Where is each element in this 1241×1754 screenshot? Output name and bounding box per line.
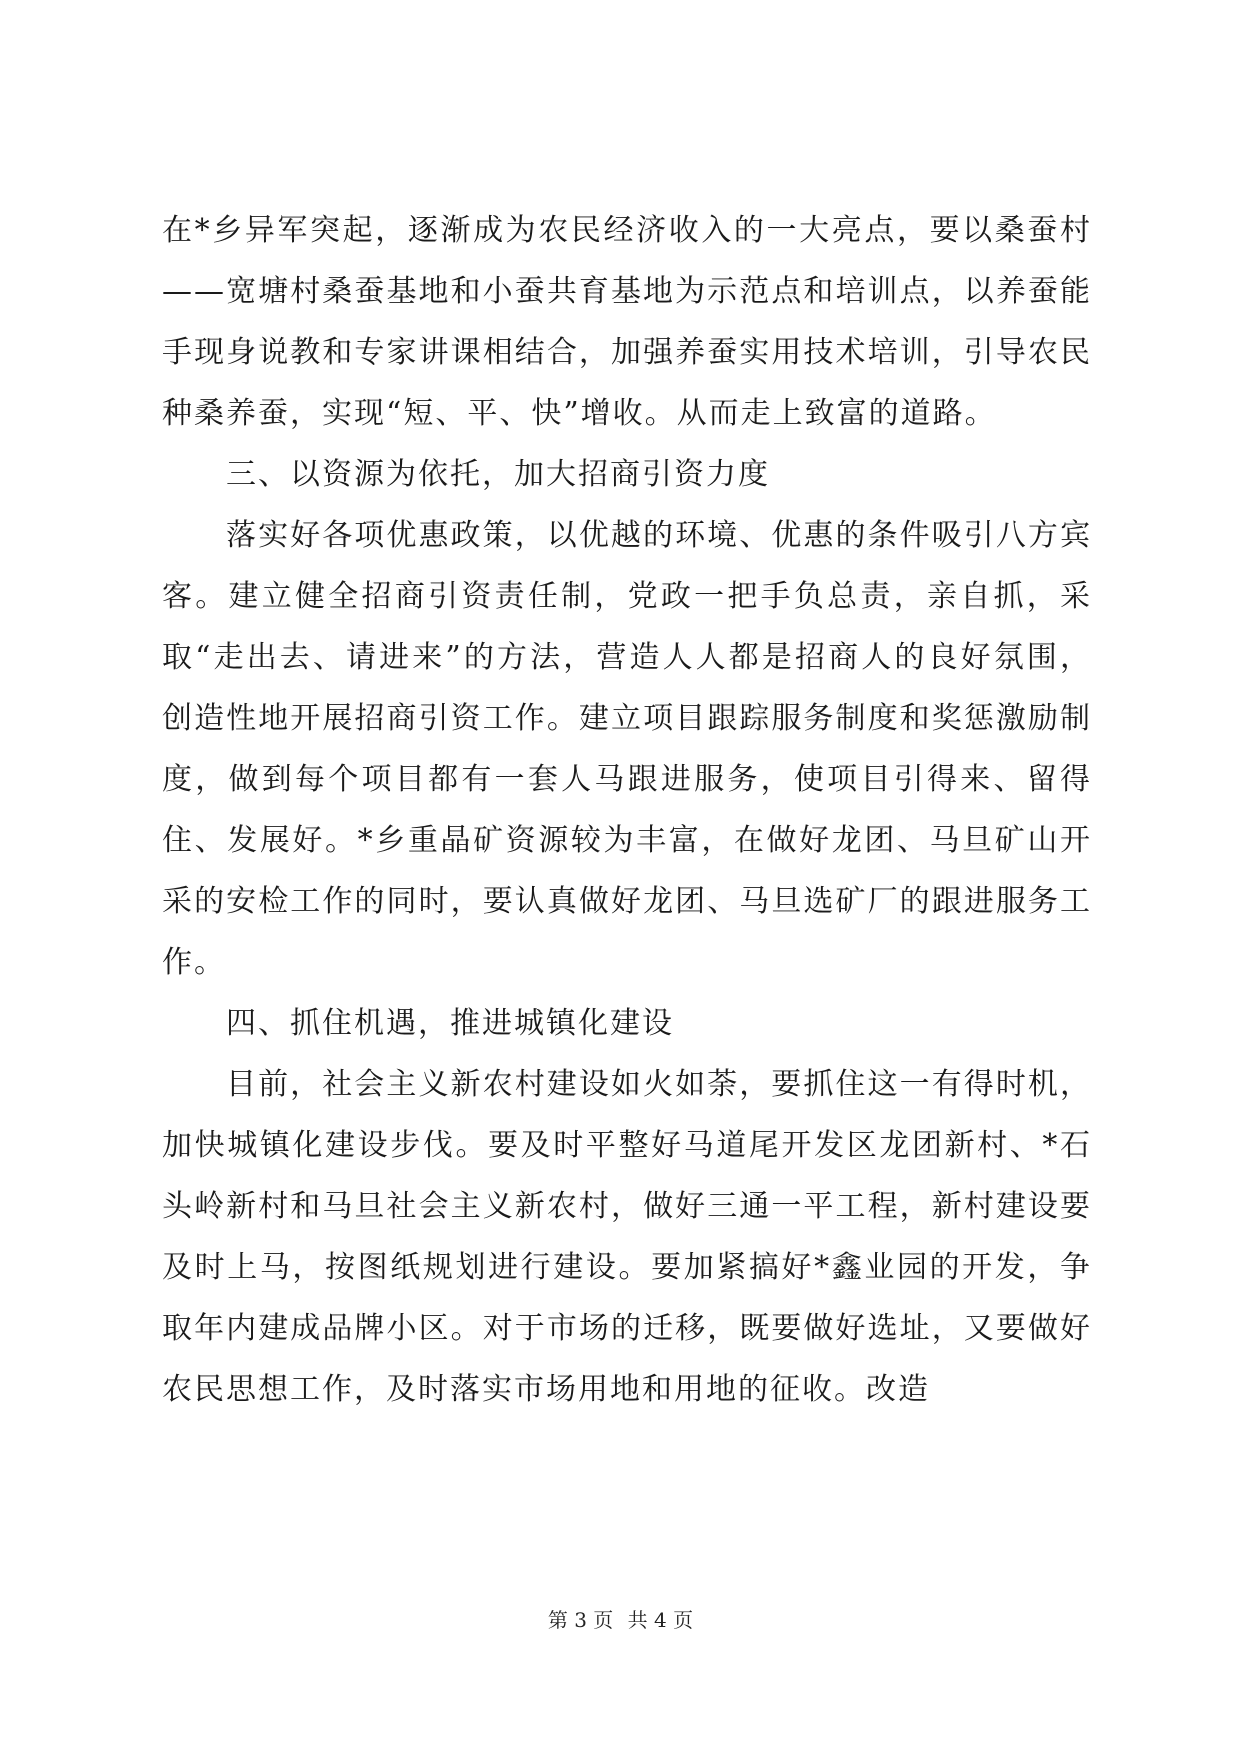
paragraph-sericulture-continued: 在*乡异军突起，逐渐成为农民经济收入的一大亮点，要以桑蚕村——宽塘村桑蚕基地和小蚕共育基地为示范点和培训点，以养蚕能手现身说教和专家讲课相结合，加强养蚕实用技术培训，引导农民种桑养蚕，实现“短、平、快”增收。从而走上致富的道路。 [162, 213, 1092, 431]
paragraph-urbanization: 目前，社会主义新农村建设如火如荼，要抓住这一有得时机，加快城镇化建设步伐。要及时平整好马道尾开发区龙团新村、*石头岭新村和马旦社会主义新农村，做好三通一平工程，新村建设要及时上马，按图纸规划进行建设。要加紧搞好*鑫业园的开发，争取年内建成品牌小区。对于市场的迁移，既要做好选址，又要做好农民思想工作，及时落实市场用地和用地的征收。改造 [162, 1067, 1092, 1407]
document-body [162, 200, 1092, 1420]
section-heading-three: 三、以资源为依托，加大招商引资力度 [226, 457, 770, 492]
page-total: 共 4 页 [627, 1608, 694, 1632]
page-footer [0, 1606, 1241, 1634]
page-number: 第 3 页 [547, 1608, 614, 1632]
paragraph-investment: 落实好各项优惠政策，以优越的环境、优惠的条件吸引八方宾客。建立健全招商引资责任制，党政一把手负总责，亲自抓，采取“走出去、请进来”的方法，营造人人都是招商人的良好氛围，创造性地开展招商引资工作。建立项目跟踪服务制度和奖惩激励制度，做到每个项目都有一套人马跟进服务，使项目引得来、留得住、发展好。*乡重晶矿资源较为丰富，在做好龙团、马旦矿山开采的安检工作的同时，要认真做好龙团、马旦选矿厂的跟进服务工作。 [162, 518, 1092, 980]
section-heading-four: 四、抓住机遇，推进城镇化建设 [226, 1006, 674, 1041]
